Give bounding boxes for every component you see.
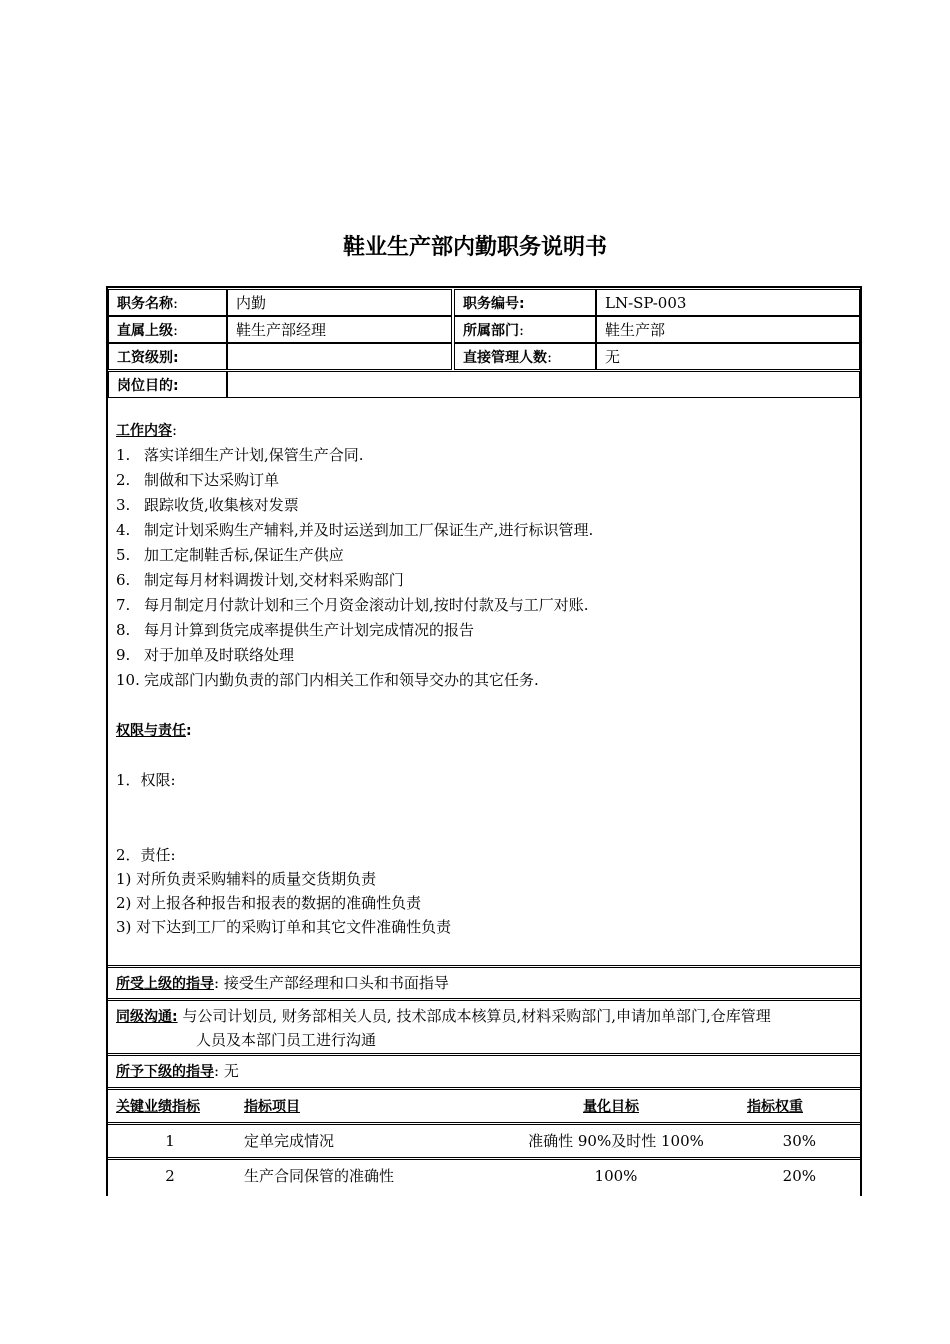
work-item: 5. 加工定制鞋舌标,保证生产供应 — [116, 546, 344, 564]
dept-value: 鞋生产部 — [596, 316, 860, 343]
subordinates-value: 无 — [596, 343, 860, 370]
divider — [108, 1122, 860, 1125]
work-item: 8. 每月计算到货完成率提供生产计划完成情况的报告 — [116, 621, 475, 639]
superior-label-cell: 直属上级: — [108, 316, 227, 343]
divider — [108, 1157, 860, 1160]
info-row-2 — [108, 316, 860, 343]
kpi-row-weight: 20% — [782, 1167, 816, 1185]
kpi-row-target: 准确性 90%及时性 100% — [528, 1132, 704, 1150]
salary-value — [227, 343, 452, 370]
work-item: 4. 制定计划采购生产辅料,并及时运送到加工厂保证生产,进行标识管理. — [116, 521, 594, 539]
purpose-label: 岗位目的 — [117, 378, 173, 394]
duty-item: 1) 对所负责采购辅料的质量交货期负责 — [116, 870, 377, 888]
kpi-row-no: 1 — [165, 1132, 175, 1150]
work-item: 9. 对于加单及时联络处理 — [116, 646, 295, 664]
duty-item: 2) 对上报各种报告和报表的数据的准确性负责 — [116, 894, 422, 912]
salary-label-cell: 工资级别: — [108, 343, 227, 370]
job-code-value: LN-SP-003 — [596, 289, 860, 316]
purpose-label-cell: 岗位目的: — [108, 371, 227, 398]
power-label: 1．权限: — [116, 771, 176, 789]
kpi-row-no: 2 — [165, 1167, 175, 1185]
dept-label-cell: 所属部门: — [454, 316, 596, 343]
kpi-header-indicator: 关键业绩指标 — [116, 1099, 200, 1115]
job-code-label: 职务编号 — [463, 296, 519, 312]
divider — [108, 998, 860, 1001]
subordinates-label-cell: 直接管理人数: — [454, 343, 596, 370]
peer-communication: 同级沟通: 与公司计划员, 财务部相关人员, 技术部成本核算员,材料采购部门,申请加单部门,仓库管理 — [116, 1007, 771, 1025]
kpi-row-target: 100% — [594, 1167, 638, 1185]
superior-value: 鞋生产部经理 — [227, 316, 452, 343]
kpi-header-item: 指标项目 — [244, 1099, 300, 1115]
work-item: 6. 制定每月材料调拨计划,交材料采购部门 — [116, 571, 404, 589]
divider — [108, 1087, 860, 1090]
kpi-header-weight: 指标权重 — [747, 1099, 803, 1115]
guidance-down: 所予下级的指导: 无 — [116, 1062, 239, 1080]
job-name-label-cell: 职务名称: — [108, 289, 227, 316]
divider — [108, 1053, 860, 1056]
info-row-4 — [108, 371, 860, 398]
work-item: 3. 跟踪收货,收集核对发票 — [116, 496, 299, 514]
work-item: 2. 制做和下达采购订单 — [116, 471, 280, 489]
peer-communication-line2: 人员及本部门员工进行沟通 — [196, 1031, 377, 1049]
purpose-value — [227, 371, 860, 398]
kpi-header-target: 量化目标 — [583, 1099, 639, 1115]
authority-heading: 权限与责任: — [116, 723, 192, 739]
work-item: 7. 每月制定月付款计划和三个月资金滚动计划,按时付款及与工厂对账. — [116, 596, 589, 614]
work-heading: 工作内容: — [116, 421, 178, 439]
duty-item: 3) 对下达到工厂的采购订单和其它文件准确性负责 — [116, 918, 452, 936]
guidance-up: 所受上级的指导: 接受生产部经理和口头和书面指导 — [116, 974, 449, 992]
divider — [108, 965, 860, 968]
job-code-label-cell: 职务编号: — [454, 289, 596, 316]
work-item: 1. 落实详细生产计划,保管生产合同. — [116, 446, 364, 464]
subordinates-label: 直接管理人数 — [463, 350, 547, 366]
duty-label: 2．责任: — [116, 846, 176, 864]
superior-label: 直属上级 — [117, 323, 173, 339]
salary-label: 工资级别 — [117, 350, 173, 366]
dept-label: 所属部门 — [463, 323, 519, 339]
kpi-row-item: 生产合同保管的准确性 — [244, 1167, 395, 1185]
info-row-3 — [108, 343, 860, 370]
job-name-value: 内勤 — [227, 289, 452, 316]
page-title: 鞋业生产部内勤职务说明书 — [342, 235, 607, 260]
kpi-row-weight: 30% — [782, 1132, 816, 1150]
kpi-row-item: 定单完成情况 — [244, 1132, 335, 1150]
job-name-label: 职务名称 — [117, 296, 173, 312]
info-row-1 — [108, 289, 860, 316]
work-item: 10. 完成部门内勤负责的部门内相关工作和领导交办的其它任务. — [116, 671, 539, 689]
